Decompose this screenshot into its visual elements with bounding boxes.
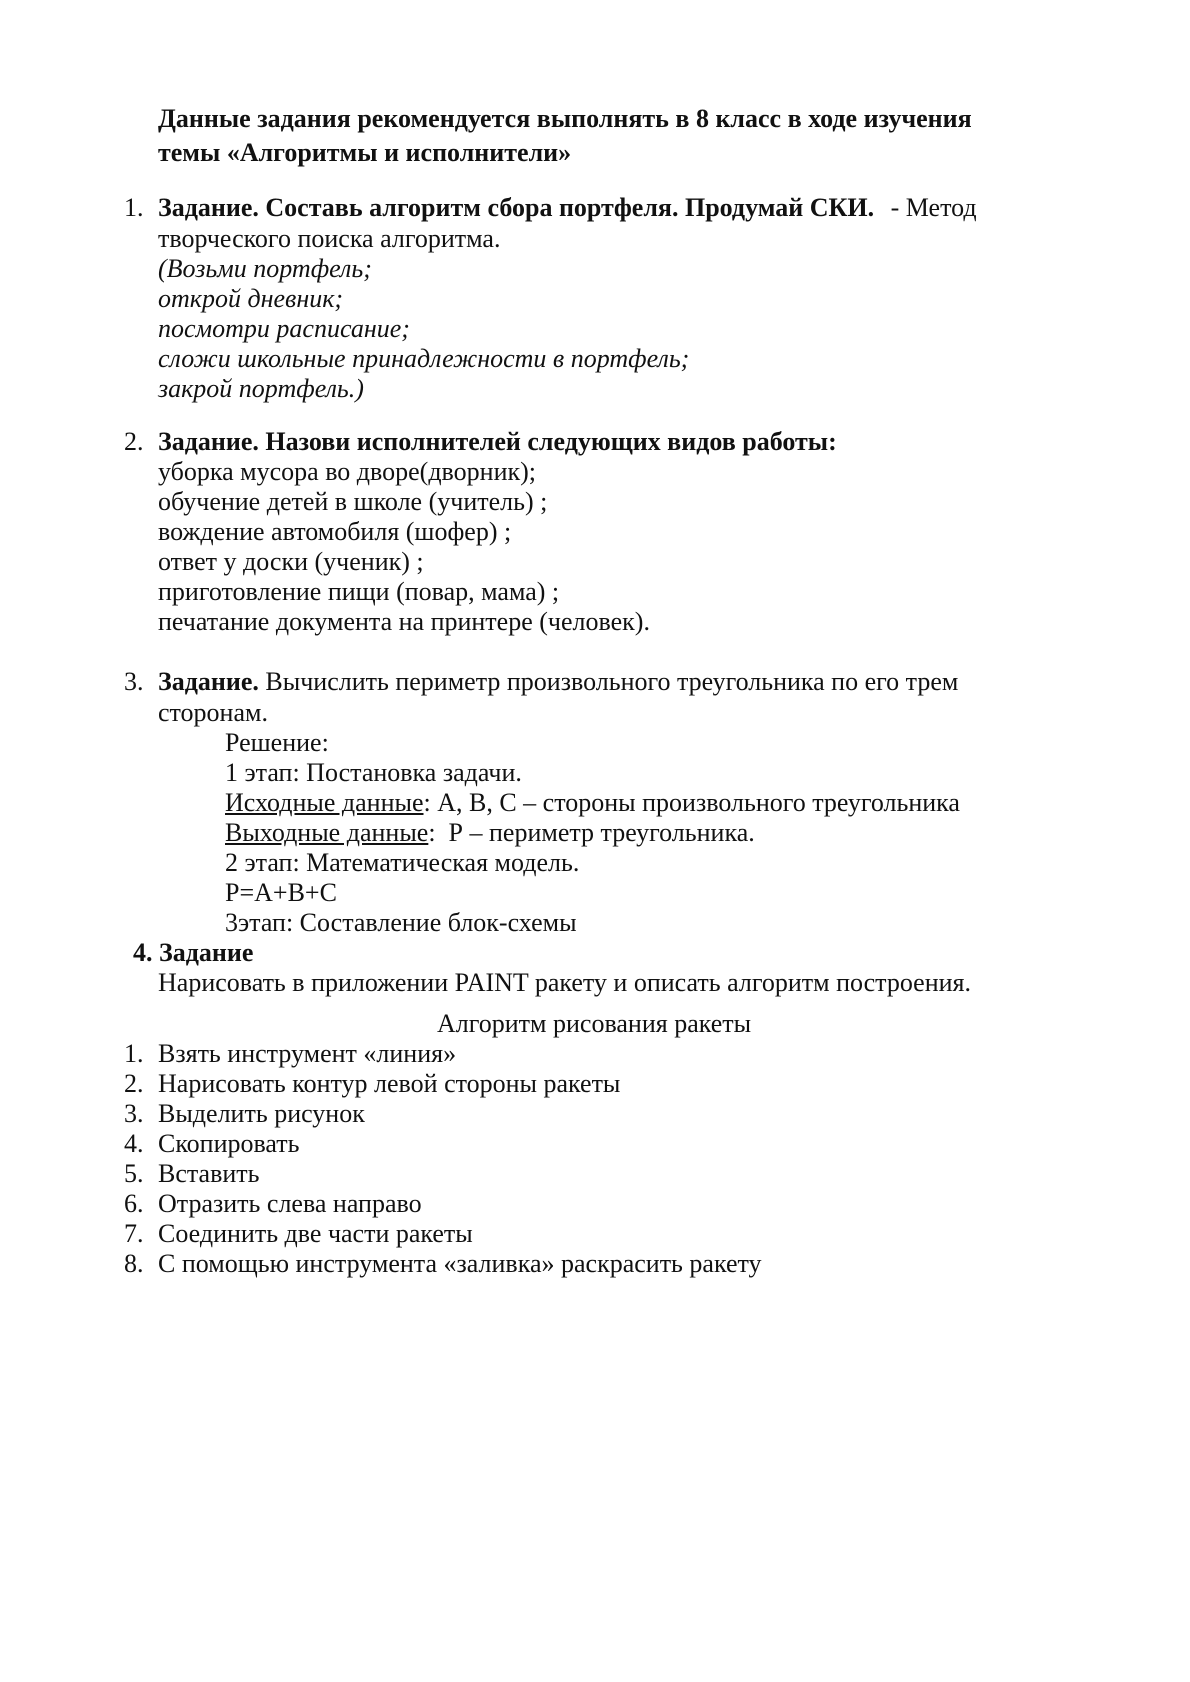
task3-output-text: : Р – периметр треугольника. [428, 818, 755, 847]
task3-text-line-2: сторонам. [158, 698, 268, 727]
task3-input-text: : А, В, С – стороны произвольного треугольника [423, 788, 960, 817]
algo-step-number: 7. [124, 1219, 144, 1248]
algo-step-number: 4. [124, 1129, 144, 1158]
task4-text: Нарисовать в приложении PAINT ракету и описать алгоритм построения. [158, 968, 972, 997]
algo-step-number: 8. [124, 1249, 144, 1278]
task1-step: посмотри расписание; [158, 314, 410, 343]
task3-input-label: Исходные данные [225, 788, 424, 817]
task3-stage-1: 1 этап: Постановка задачи. [225, 758, 522, 787]
task2-item: вождение автомобиля (шофер) ; [158, 517, 512, 546]
algo-step-text: Скопировать [158, 1129, 300, 1158]
task2-title: Задание. Назови исполнителей следующих видов работы: [158, 427, 837, 456]
task2-item: приготовление пищи (повар, мама) ; [158, 577, 560, 606]
task1-number: 1. [124, 193, 144, 222]
task1-method-cont: творческого поиска алгоритма. [158, 224, 501, 253]
algo-step-text: С помощью инструмента «заливка» раскрасить ракету [158, 1249, 762, 1278]
task3-number: 3. [124, 667, 144, 696]
algo-step-number: 6. [124, 1189, 144, 1218]
algo-step-text: Выделить рисунок [158, 1099, 365, 1128]
task3-title: Задание. [158, 667, 259, 696]
task3-text-line-1: Вычислить периметр произвольного треугольника по его трем [265, 667, 959, 696]
algo-step-number: 2. [124, 1069, 144, 1098]
task1-method-tail: - Метод [890, 193, 977, 222]
algo-step-text: Отразить слева направо [158, 1189, 422, 1218]
task3-output-label: Выходные данные [225, 818, 429, 847]
algo-step-number: 1. [124, 1039, 144, 1068]
task3-input-data [225, 787, 960, 819]
task2-item: печатание документа на принтере (человек). [158, 607, 650, 636]
intro-line-2: темы «Алгоритмы и исполнители» [158, 138, 572, 167]
task3-formula: Р=А+В+С [225, 878, 337, 907]
algo-step-text: Взять инструмент «линия» [158, 1039, 457, 1068]
task1-heading [158, 192, 977, 224]
intro-line-1: Данные задания рекомендуется выполнять в 8 класс в ходе изучения [158, 104, 972, 133]
task3-stage-3: 3этап: Составление блок-схемы [225, 908, 577, 937]
algo-step-number: 5. [124, 1159, 144, 1188]
algo-step-text: Нарисовать контур левой стороны ракеты [158, 1069, 621, 1098]
task1-step: закрой портфель.) [158, 374, 364, 403]
algo-step-text: Вставить [158, 1159, 260, 1188]
task3-solution-label: Решение: [225, 728, 329, 757]
task1-title: Задание. Составь алгоритм сбора портфеля. Продумай СКИ. [158, 193, 875, 222]
task1-step: открой дневник; [158, 284, 344, 313]
task2-item: уборка мусора во дворе(дворник); [158, 457, 536, 486]
task2-item: ответ у доски (ученик) ; [158, 547, 424, 576]
task2-item: обучение детей в школе (учитель) ; [158, 487, 548, 516]
task2-number: 2. [124, 427, 144, 456]
task4-algo-title: Алгоритм рисования ракеты [437, 1009, 752, 1038]
algo-step-number: 3. [124, 1099, 144, 1128]
task1-step: сложи школьные принадлежности в портфель; [158, 344, 690, 373]
task3-heading [158, 666, 958, 698]
task3-stage-2: 2 этап: Математическая модель. [225, 848, 580, 877]
task1-step: (Возьми портфель; [158, 254, 372, 283]
task3-output-data [225, 817, 755, 849]
task4-title: 4. Задание [133, 938, 254, 967]
algo-step-text: Соединить две части ракеты [158, 1219, 473, 1248]
